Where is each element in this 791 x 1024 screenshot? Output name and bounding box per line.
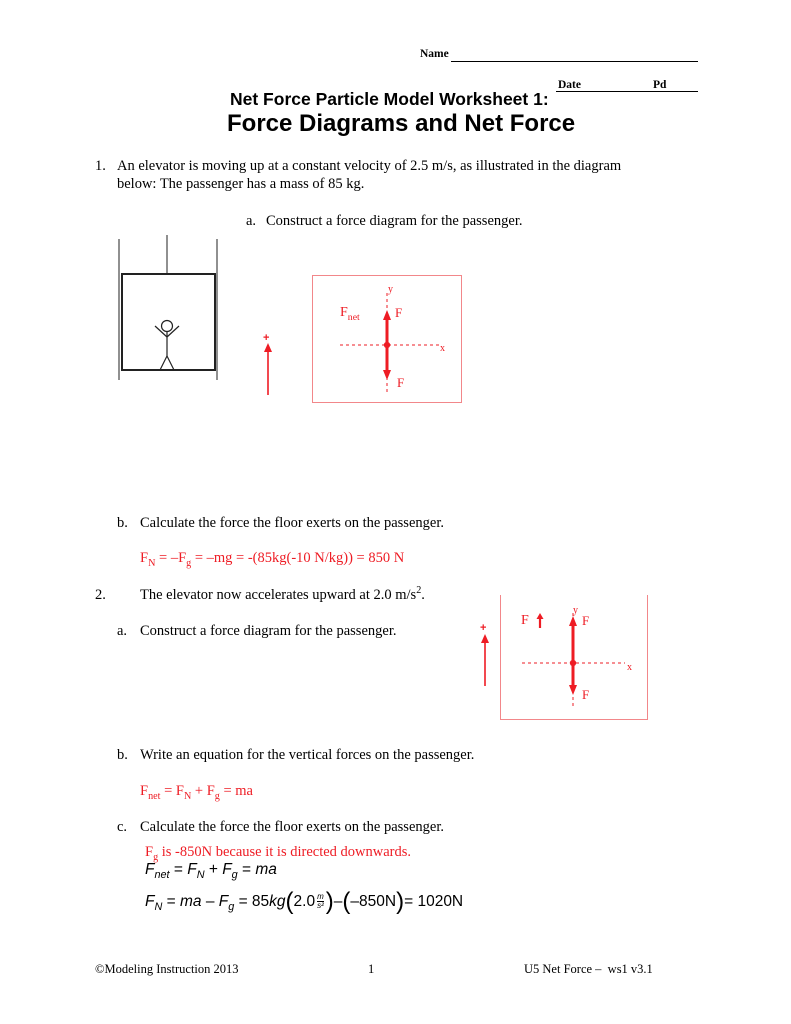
q2a-letter: a. (117, 623, 128, 639)
note-sub: g (153, 851, 159, 863)
q2-text-end: . (421, 587, 425, 603)
ans-sub: N (148, 557, 156, 569)
eq-term: 2.0 (293, 893, 316, 910)
ans-part: = –mg = -(85kg(-10 N/kg)) = 850 N (191, 550, 405, 566)
q1a-text: Construct a force diagram for the passenger. (266, 213, 523, 229)
q1-x-axis-label: x (440, 343, 445, 354)
q2-plus-sign: + (480, 622, 487, 634)
q1-y-axis-label: y (388, 284, 393, 295)
ans-part: = F (160, 783, 184, 799)
q1-plus-sign: + (263, 332, 270, 344)
eq-term: F (187, 861, 197, 878)
q1-text-line1: An elevator is moving up at a constant velocity of 2.5 m/s, as illustrated in the diagram (117, 158, 622, 174)
ans-part: + F (191, 783, 215, 799)
q2-force-vectors (500, 595, 650, 723)
eq-term: F (145, 893, 155, 910)
q2b-text: Write an equation for the vertical forces on the passenger. (140, 747, 475, 763)
q1-force-vectors (312, 275, 462, 403)
worksheet-title: Force Diagrams and Net Force (227, 110, 576, 137)
fnet-f: F (340, 305, 348, 320)
q2-up-direction-arrow-icon (480, 634, 490, 689)
ans-sub: g (214, 790, 220, 802)
eq-sub: N (154, 901, 163, 914)
q2b-answer (140, 782, 253, 800)
q2-fnet-label: F (521, 613, 529, 628)
q2-number: 2. (95, 587, 106, 603)
name-label: Name (420, 48, 449, 60)
eq-term: –850N (350, 893, 397, 910)
q2c-text: Calculate the force the floor exerts on the passenger. (140, 819, 444, 835)
eq-result: = 1020N (404, 893, 464, 910)
ans-part: = –F (155, 550, 187, 566)
q1-up-direction-arrow-icon (263, 343, 273, 398)
ans-sub: N (183, 790, 192, 802)
eq-sub: g (231, 869, 238, 882)
q2-y-axis-label: y (573, 605, 578, 616)
q1-text-line2: below: The passenger has a mass of 85 kg. (117, 176, 365, 192)
date-label: Date (558, 79, 581, 91)
footer-copyright: ©Modeling Instruction 2013 (95, 962, 239, 976)
eq-term: F (145, 861, 155, 878)
eq-term: F (218, 893, 229, 910)
eq-term: ma (255, 861, 277, 878)
eq-term: F (222, 861, 232, 878)
ans-part: F (140, 550, 149, 566)
q2c-equation-2 (145, 888, 463, 916)
q1-number: 1. (95, 158, 106, 174)
eq-term: ma (179, 893, 202, 910)
eq-op: – (333, 893, 343, 910)
date-pd-field[interactable] (556, 79, 698, 92)
ans-sub: g (186, 557, 192, 569)
q1b-text: Calculate the force the floor exerts on the passenger. (140, 515, 444, 531)
q2-down-force-label: F (582, 687, 590, 702)
eq-op: = (169, 861, 188, 878)
worksheet-subtitle: Net Force Particle Model Worksheet 1: (230, 89, 549, 109)
q1b-answer (140, 549, 404, 567)
elevator-illustration (110, 235, 230, 385)
footer-doc-id: U5 Net Force – ws1 v3.1 (524, 962, 653, 976)
paren-open: ( (342, 888, 351, 915)
q1b-letter: b. (117, 515, 128, 531)
unit-num: m (317, 892, 324, 902)
unit-fraction (317, 893, 324, 910)
q2a-text: Construct a force diagram for the passenger. (140, 623, 397, 639)
ans-sub: net (148, 790, 161, 802)
note-part: F (145, 844, 154, 860)
eq-sub: net (154, 869, 170, 882)
unit-den: s² (317, 901, 324, 911)
paren-open: ( (285, 888, 294, 915)
q2c-note (145, 843, 411, 861)
q2-up-force-label: F (582, 613, 590, 628)
q1a-letter: a. (246, 213, 257, 229)
fnet-sub: net (347, 311, 360, 323)
eq-sub: g (228, 901, 235, 914)
q1-down-force-label: F (397, 375, 405, 390)
eq-sub: N (196, 869, 205, 882)
eq-op: = (162, 893, 180, 910)
paren-close: ) (396, 888, 405, 915)
q2-x-axis-label: x (627, 662, 632, 673)
ans-part: F (140, 783, 149, 799)
note-part: is -850N because it is directed downwards. (158, 844, 412, 860)
eq-op: – (201, 893, 219, 910)
q2-text-main: The elevator now accelerates upward at 2.0 m/s (140, 587, 417, 603)
q2b-letter: b. (117, 747, 128, 763)
eq-op: = (237, 861, 256, 878)
ans-part: = ma (219, 783, 253, 799)
eq-op: + (204, 861, 223, 878)
pd-label: Pd (653, 79, 667, 91)
name-field[interactable] (451, 48, 698, 62)
eq-term: kg (269, 893, 286, 910)
q2c-equation-1 (145, 861, 277, 882)
q2c-letter: c. (117, 819, 128, 835)
q2-text-sup: 2 (416, 585, 422, 597)
q1-up-force-label: F (395, 305, 403, 320)
paren-close: ) (325, 888, 334, 915)
eq-op: = 85 (234, 893, 270, 910)
footer-page-number: 1 (368, 962, 375, 976)
q2-text (140, 586, 425, 604)
